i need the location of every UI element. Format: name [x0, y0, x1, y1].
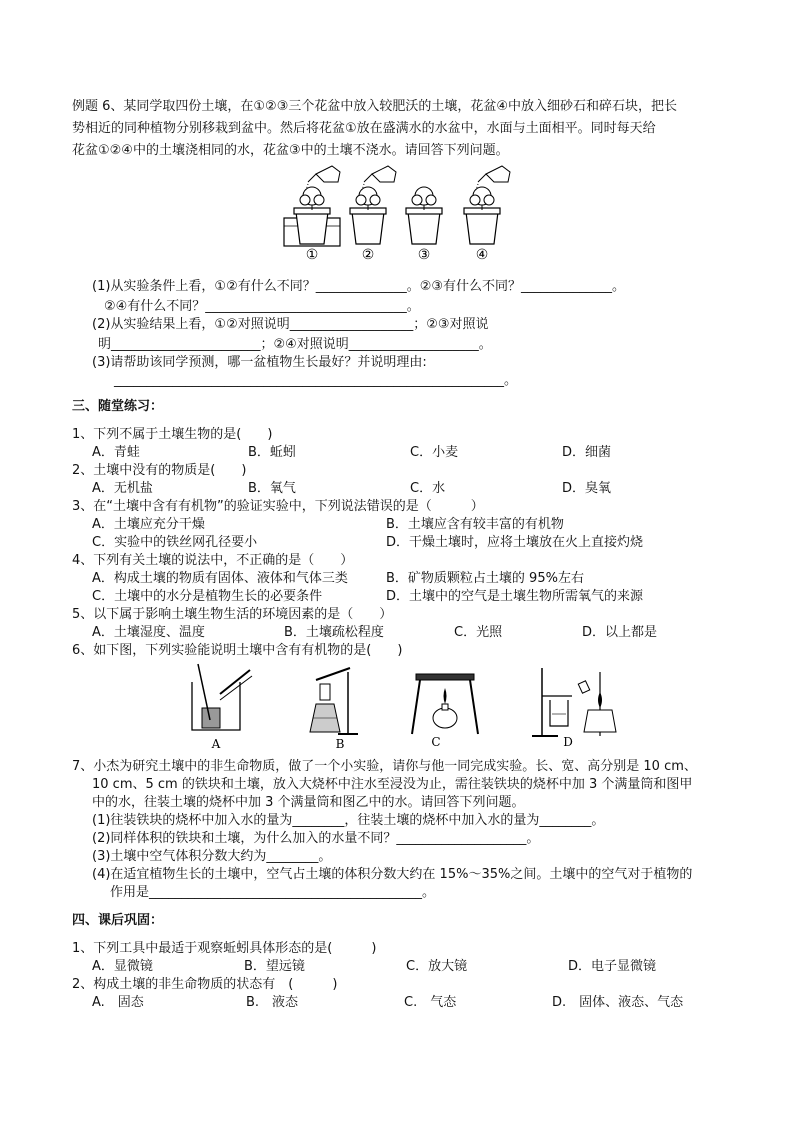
s3-q4-opt-c: C．土壤中的水分是植物生长的必要条件 — [92, 589, 323, 604]
pot-2 — [350, 166, 396, 244]
s3-q3-opt-d: D．干燥土壤时，应将土壤放在火上直接灼烧 — [386, 535, 644, 550]
s3-q4-opt-a: A．构成土壤的物质有固体、液体和气体三类 — [92, 571, 348, 586]
flower-pots-figure — [270, 160, 530, 264]
s4-q1-opt-c: C．放大镜 — [406, 959, 468, 974]
s3-q7-sub-3: (3)土壤中空气体积分数大约为________。 — [92, 849, 332, 864]
example-q3-line-a: (3)请帮助该同学预测，哪一盆植物生长最好？并说明理由: — [92, 355, 427, 370]
apparatus-c-label: C — [431, 735, 441, 749]
s3-q2-opt-b: B．氧气 — [248, 481, 296, 496]
s3-q5-opt-a: A．土壤湿度、温度 — [92, 625, 205, 640]
s3-q3-opt-a: A．土壤应充分干燥 — [92, 517, 205, 532]
s3-q2-opt-d: D．臭氧 — [562, 481, 612, 496]
apparatus-c — [412, 674, 478, 734]
s3-q2-opt-a: A．无机盐 — [92, 481, 153, 496]
s3-q7-sub-4a: (4)在适宜植物生长的土壤中，空气占土壤的体积分数大约在 15%～35%之间。土壤中的空气对于植物的 — [92, 867, 693, 882]
apparatus-d-label: D — [563, 735, 573, 749]
s3-q4-opt-d: D．土壤中的空气是土壤生物所需氧气的来源 — [386, 589, 644, 604]
section-3-title: 三、随堂练习： — [72, 399, 164, 414]
example-line-2: 势相近的同种植物分别移栽到盆中。然后将花盆①放在盛满水的水盆中，水面与土面相平。同时每天给 — [72, 121, 656, 136]
s4-q2-opt-a: A. 固态 — [92, 995, 144, 1010]
example-q3-line-b: ____________________________________________________________。 — [114, 373, 517, 388]
s3-q3-opt-c: C．实验中的铁丝网孔径要小 — [92, 535, 258, 550]
s3-q1-opt-c: C．小麦 — [410, 445, 459, 460]
s3-q5-opt-c: C．光照 — [454, 625, 503, 640]
pot-1 — [284, 166, 340, 246]
pot-3 — [406, 187, 442, 244]
s3-q1-opt-d: D．细菌 — [562, 445, 612, 460]
s3-q7-line-1: 7、小杰为研究土壤中的非生命物质，做了一个小实验，请你与他一同完成实验。长、宽、高分别是 10 cm、 — [72, 759, 697, 774]
s4-q2-stem: 2、构成土壤的非生命物质的状态有 ( ) — [72, 977, 338, 992]
pot-label-4: ④ — [475, 247, 489, 263]
example-line-1: 例题 6、某同学取四份土壤，在①②③三个花盆中放入较肥沃的土壤，花盆④中放入细砂石和碎石块，把长 — [72, 99, 678, 114]
apparatus-a-label: A — [211, 737, 221, 751]
pot-label-3: ③ — [417, 247, 431, 263]
pot-4 — [464, 166, 510, 244]
s4-q2-opt-d: D. 固体、液态、气态 — [552, 995, 684, 1010]
s3-q7-line-3: 中的水，往装土壤的烧杯中加 3 个满量筒和图乙中的水。请回答下列问题。 — [92, 795, 525, 810]
pot-label-2: ② — [361, 247, 375, 263]
s3-q5-opt-b: B．土壤疏松程度 — [284, 625, 384, 640]
s3-q7-line-2: 10 cm、5 cm 的铁块和土壤，放入大烧杯中注水至浸没为止，需往装铁块的烧杯中加 3 个满量筒和图甲 — [92, 777, 693, 792]
example-line-3: 花盆①②④中的土壤浇相同的水，花盆③中的土壤不浇水。请回答下列问题。 — [72, 143, 509, 158]
s4-q2-opt-c: C. 气态 — [404, 995, 457, 1010]
s3-q2-opt-c: C．水 — [410, 481, 446, 496]
s3-q7-sub-4b: 作用是__________________________________________。 — [110, 885, 436, 900]
example-q2-line-b: 明_______________________；②④对照说明____________________。 — [98, 337, 492, 352]
s4-q1-stem: 1、下列工具中最适于观察蚯蚓具体形态的是( ) — [72, 941, 377, 956]
apparatus-b-label: B — [335, 737, 345, 751]
s4-q2-opt-b: B. 液态 — [246, 995, 299, 1010]
s3-q7-sub-1: (1)往装铁块的烧杯中加入水的量为________，往装土壤的烧杯中加入水的量为________。 — [92, 813, 605, 828]
example-q1-line-a: (1)从实验条件上看，①②有什么不同？______________。②③有什么不同？______________。 — [92, 279, 626, 294]
apparatus-b — [310, 668, 358, 734]
example-q2-line-a: (2)从实验结果上看，①②对照说明___________________；②③对照说 — [92, 317, 489, 332]
s3-q4-stem: 4、下列有关土壤的说法中，不正确的是（ ） — [72, 553, 354, 568]
s3-q3-opt-b: B．土壤应含有较丰富的有机物 — [386, 517, 564, 532]
s3-q1-stem: 1、下列不属于土壤生物的是( ) — [72, 427, 273, 442]
apparatus-d — [532, 668, 616, 736]
s4-q1-opt-b: B．望远镜 — [244, 959, 305, 974]
example-q1-line-b: ②④有什么不同？_______________________________。 — [104, 299, 420, 314]
q6-apparatus-figure — [180, 660, 620, 752]
s3-q1-opt-a: A．青蛙 — [92, 445, 140, 460]
apparatus-a — [192, 664, 252, 730]
s4-q1-opt-d: D．电子显微镜 — [568, 959, 657, 974]
s3-q2-stem: 2、土壤中没有的物质是( ) — [72, 463, 247, 478]
s3-q5-stem: 5、以下属于影响土壤生物生活的环境因素的是（ ） — [72, 607, 393, 622]
s3-q4-opt-b: B．矿物质颗粒占土壤的 95%左右 — [386, 571, 584, 586]
s3-q6-stem: 6、如下图，下列实验能说明土壤中含有有机物的是( ) — [72, 643, 403, 658]
pot-label-1: ① — [305, 247, 319, 263]
s3-q7-sub-2: (2)同样体积的铁块和土壤，为什么加入的水量不同？____________________。 — [92, 831, 540, 846]
s3-q5-opt-d: D．以上都是 — [582, 625, 658, 640]
s4-q1-opt-a: A．显微镜 — [92, 959, 153, 974]
s3-q1-opt-b: B．蚯蚓 — [248, 445, 296, 460]
s3-q3-stem: 3、在“土壤中含有有机物”的验证实验中，下列说法错误的是（ ） — [72, 499, 484, 514]
section-4-title: 四、课后巩固： — [72, 913, 164, 928]
